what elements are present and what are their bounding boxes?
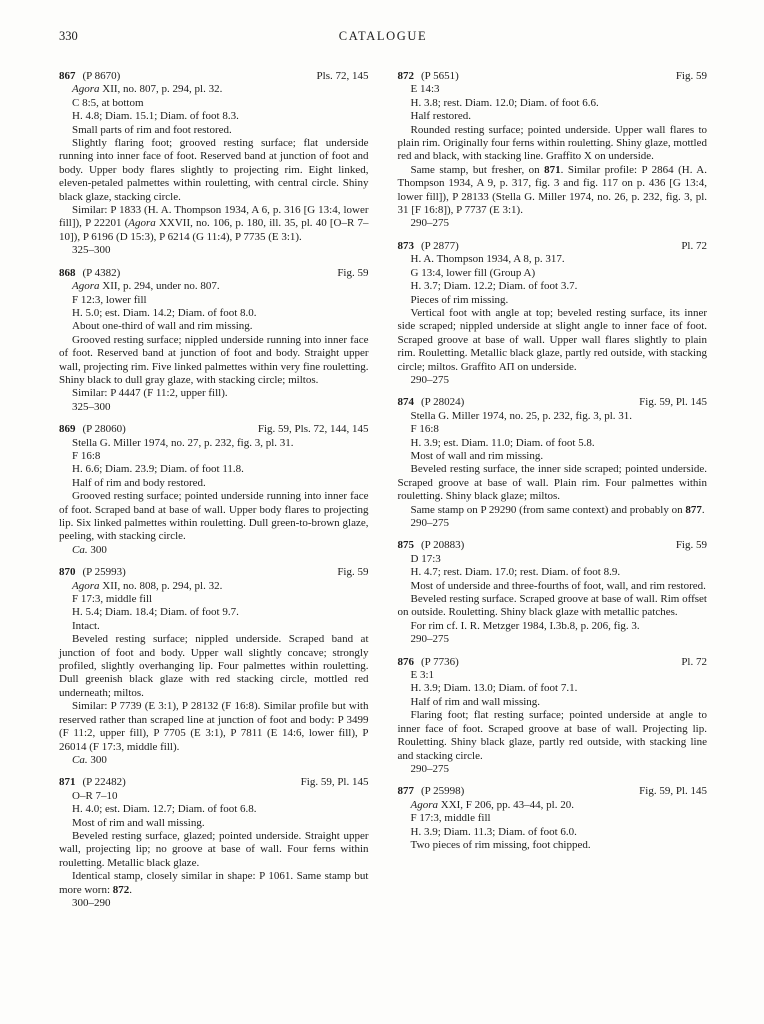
entry-figure-plate-ref: Pls. 72, 145 [316,70,369,82]
entry-paragraph: H. 3.9; Diam. 11.3; Diam. of foot 6.0. [410,825,577,838]
entry-paragraph: Beveled resting surface, the inner side scraped; pointed underside. Scraped groove at base of wall. Plain rim. Four palmettes within rouletting. Shiny black glaze; miltos. [397,463,707,503]
entry-paragraph: Most of wall and rim missing. [410,449,544,462]
entry-paragraph: Most of underside and three-fourths of foot, wall, and rim restored. [410,579,706,592]
entry-figure-plate-ref: Pl. 72 [681,239,707,252]
catalogue-entry-871 [59,776,369,910]
entry-header [398,785,708,798]
entry-paragraph: Rounded resting surface; pointed underside. Upper wall flares to plain rim. Originally four ferns within rouletting. Shiny glaze, mottled red and black, with stacking line. Graffito X on underside. [397,123,707,163]
entry-inventory-number: (P 4382) [82,266,121,279]
entry-paragraph: Most of rim and wall missing. [72,816,205,829]
entry-paragraph: Stella G. Miller 1974, no. 25, p. 232, fig. 3, pl. 31. [410,409,633,422]
entry-paragraph: Two pieces of rim missing, foot chipped. [410,838,591,851]
entry-paragraph: F 17:3, middle fill [410,812,491,825]
catalogue-entry-867 [59,70,369,258]
entry-paragraph: Beveled resting surface. Scraped groove at base of wall. Rim offset on outside. Rouletting. Shiny black glaze with metallic patches. [397,593,707,619]
entry-paragraph: 325–300 [72,400,111,413]
page-number: 330 [59,29,78,43]
entry-paragraph: O–R 7–10 [72,789,118,802]
column-right [398,70,708,919]
entry-paragraph: Slightly flaring foot; grooved resting surface; flat underside running into inner face of foot. Reserved band at junction of foot and body. Upper body flares slightly to projecting rim. Eight linked, eleven-petaled palmettes within rouletting, with central circle. Shiny black glaze, stacking circle. [59,137,369,203]
entry-paragraph: 300–290 [72,896,111,909]
entry-inventory-number: (P 28024) [421,396,465,409]
entry-paragraph: E 14:3 [410,83,440,96]
entry-number: 869 [59,423,76,436]
entry-number: 876 [397,655,414,668]
entry-inventory-number: (P 7736) [421,655,459,668]
entry-paragraph: Small parts of rim and foot restored. [72,123,232,136]
entry-paragraph: Agora XII, no. 808, p. 294, pl. 32. [72,579,223,592]
entry-paragraph: H. 3.8; rest. Diam. 12.0; Diam. of foot 6.6. [410,96,599,109]
running-head [59,30,707,47]
entry-paragraph: D 17:3 [410,552,441,565]
entry-paragraph: G 13:4, lower fill (Group A) [410,266,536,279]
entry-paragraph: About one-third of wall and rim missing. [72,320,253,333]
entry-paragraph: Half restored. [410,110,471,123]
column-left [59,70,369,919]
entry-paragraph: Agora XII, p. 294, under no. 807. [72,280,220,293]
entry-paragraph: H. 5.0; est. Diam. 14.2; Diam. of foot 8.0. [72,306,257,319]
catalogue-entry-877 [398,785,708,852]
entry-paragraph: Identical stamp, closely similar in shape: P 1061. Same stamp but more worn: 872. [59,870,369,896]
entry-paragraph: Half of rim and body restored. [72,476,206,489]
catalogue-entry-875 [398,539,708,646]
entry-figure-plate-ref: Fig. 59, Pl. 145 [639,785,707,798]
catalogue-entry-874 [398,396,708,530]
entry-paragraph: Half of rim and wall missing. [410,695,541,708]
entry-figure-plate-ref: Fig. 59 [675,70,707,82]
entry-inventory-number: (P 25993) [82,566,126,579]
entry-paragraph: Similar: P 1833 (H. A. Thompson 1934, A 6, p. 316 [G 13:4, lower fill]), P 22201 (Agora XXVII, no. 106, p. 180, ill. 35, pl. 40 [O–R 7–10]), P 6196 (D 15:3), P 6214 (G 11:4), P 7735 (E 3:1). [59,204,369,243]
entry-paragraph: 290–275 [410,517,449,529]
entry-header [59,566,369,579]
entry-number: 871 [59,776,76,789]
entry-inventory-number: (P 28060) [82,423,126,436]
entry-header [59,776,369,789]
entry-paragraph: 290–275 [410,373,449,386]
entry-paragraph: Beveled resting surface; nippled underside. Scraped band at junction of foot and body. Upper wall slightly concave; strongly profiled, slightly overhanging lip. Four palmettes within rouletting. Dull greenish black glaze with red stacking circle, mottled red underneath; miltos. [59,633,369,699]
entry-paragraph: 325–300 [72,244,111,257]
catalogue-entry-873 [398,240,708,387]
entry-paragraph: H. 6.6; Diam. 23.9; Diam. of foot 11.8. [72,463,244,476]
entry-inventory-number: (P 22482) [82,776,126,789]
entry-paragraph: Same stamp on P 29290 (from same context) and probably on 877. [410,503,705,516]
entry-paragraph: Grooved resting surface; pointed underside running into inner face of foot. Scraped band at base of wall. Upper body flares to projecting lip. Six linked palmettes within rouletting. Dull green-to-brown glaze, peeling, with stacking circle. [59,490,369,543]
entry-paragraph: H. 3.7; Diam. 12.2; Diam. of foot 3.7. [410,280,578,293]
entry-figure-plate-ref: Fig. 59, Pl. 145 [639,396,707,409]
catalogue-entry-876 [398,656,708,777]
entry-paragraph: For rim cf. I. R. Metzger 1984, I.3b.8, p. 206, fig. 3. [410,619,640,632]
catalogue-entry-868 [59,267,369,414]
entry-figure-plate-ref: Fig. 59 [337,266,369,279]
entry-paragraph: Similar: P 7739 (E 3:1), P 28132 (F 16:8). Similar profile but with reserved rather than scraped line at junction of foot and body: P 3499 (F 11:2, upper fill), P 7705 (E 3:1), P 7811 (E 14:6, lower fill), P 26014 (F 17:3, middle fill). [59,700,369,753]
entry-paragraph: F 12:3, lower fill [72,293,147,306]
entry-figure-plate-ref: Fig. 59, Pls. 72, 144, 145 [257,423,369,436]
entry-paragraph: Stella G. Miller 1974, no. 27, p. 232, fig. 3, pl. 31. [72,436,294,449]
entry-number: 870 [59,566,76,579]
entry-number: 873 [397,239,414,252]
entry-paragraph: Vertical foot with angle at top; beveled resting surface, its inner side scraped; nippled underside at slight angle to inner face of foot. Scraped groove at base of wall. Upper wall flares slightly to plain rim. Rouletting. Metallic black glaze, partly red outside, with stacking circle; miltos. Graffito ΑΠ on underside. [397,306,707,373]
entry-inventory-number: (P 2877) [421,239,459,252]
entry-paragraph: Ca. 300 [72,753,107,766]
entry-paragraph: Beveled resting surface, glazed; pointed underside. Straight upper wall, projecting lip; no groove at base of wall. Four ferns within rouletting. Metallic black glaze. [59,829,369,869]
entry-paragraph: Pieces of rim missing. [410,293,509,306]
entry-header [398,396,708,409]
entry-header [59,267,369,280]
entry-number: 872 [397,70,414,82]
entry-number: 867 [59,70,76,82]
entry-paragraph: H. A. Thompson 1934, A 8, p. 317. [410,253,565,266]
catalogue-entry-872 [398,70,708,231]
entry-paragraph: F 16:8 [410,423,439,436]
entry-paragraph: 290–275 [410,762,449,775]
entry-paragraph: Ca. 300 [72,543,107,556]
entry-paragraph: F 17:3, middle fill [72,593,153,606]
entry-paragraph: H. 4.7; rest. Diam. 17.0; rest. Diam. of foot 8.9. [410,566,621,579]
catalogue-entry-870 [59,566,369,767]
entry-header [398,656,708,669]
entry-paragraph: F 16:8 [72,449,101,462]
entry-paragraph: Flaring foot; flat resting surface; pointed underside at angle to inner face of foot. Scraped groove at base of wall. Projecting lip. Rouletting. Shiny black glaze, partly red outside, with stacking line and stacking circle. [397,709,707,762]
entry-inventory-number: (P 8670) [82,70,121,82]
entry-inventory-number: (P 25998) [421,785,465,798]
entry-paragraph: C 8:5, at bottom [72,96,144,109]
entry-inventory-number: (P 5651) [421,70,459,82]
entry-paragraph: E 3:1 [410,669,435,682]
entry-paragraph: 290–275 [410,217,449,230]
text-columns [59,70,707,919]
entry-paragraph: H. 3.9; Diam. 13.0; Diam. of foot 7.1. [410,682,578,695]
entry-number: 877 [397,785,414,798]
entry-figure-plate-ref: Fig. 59 [337,566,369,579]
page-title: CATALOGUE [338,29,428,43]
entry-header [398,240,708,253]
entry-paragraph: H. 4.8; Diam. 15.1; Diam. of foot 8.3. [72,110,239,123]
entry-paragraph: Agora XXI, F 206, pp. 43–44, pl. 20. [410,798,574,811]
entry-figure-plate-ref: Fig. 59 [675,539,707,552]
entry-paragraph: H. 5.4; Diam. 18.4; Diam. of foot 9.7. [72,606,239,619]
entry-figure-plate-ref: Fig. 59, Pl. 145 [300,776,369,789]
entry-paragraph: H. 4.0; est. Diam. 12.7; Diam. of foot 6.8. [72,803,257,816]
entry-header [59,423,369,436]
catalogue-entry-869 [59,423,369,557]
entry-paragraph: Agora XII, no. 807, p. 294, pl. 32. [72,83,223,96]
entry-paragraph: Intact. [72,619,100,632]
entry-inventory-number: (P 20883) [421,539,465,552]
entry-header [398,70,708,83]
entry-paragraph: H. 3.9; est. Diam. 11.0; Diam. of foot 5.8. [410,436,595,449]
entry-number: 868 [59,266,76,279]
entry-paragraph: Same stamp, but fresher, on 871. Similar profile: P 2864 (H. A. Thompson 1934, A 9, p. 317, fig. 3 and fig. 117 on p. 436 [G 13:4, lower fill]), P 28133 (Stella G. Miller 1974, no. 26, p. 232, fig. 3, pl. 31 [F 16:8]), P 7737 (E 3:1). [397,163,707,217]
entry-paragraph: 290–275 [410,633,449,646]
entry-header [59,70,369,83]
entry-figure-plate-ref: Pl. 72 [681,655,707,668]
entry-paragraph: Grooved resting surface; nippled underside running into inner face of foot. Reserved band at junction of foot and body. Straight upper wall, projecting rim. Five linked palmettes within very fine rouletting. Shiny black to dull gray glaze, with stacking circle; miltos. [59,333,369,386]
entry-header [398,539,708,552]
entry-number: 875 [397,539,414,552]
entry-number: 874 [397,396,414,409]
entry-paragraph: Similar: P 4447 (F 11:2, upper fill). [72,387,228,400]
